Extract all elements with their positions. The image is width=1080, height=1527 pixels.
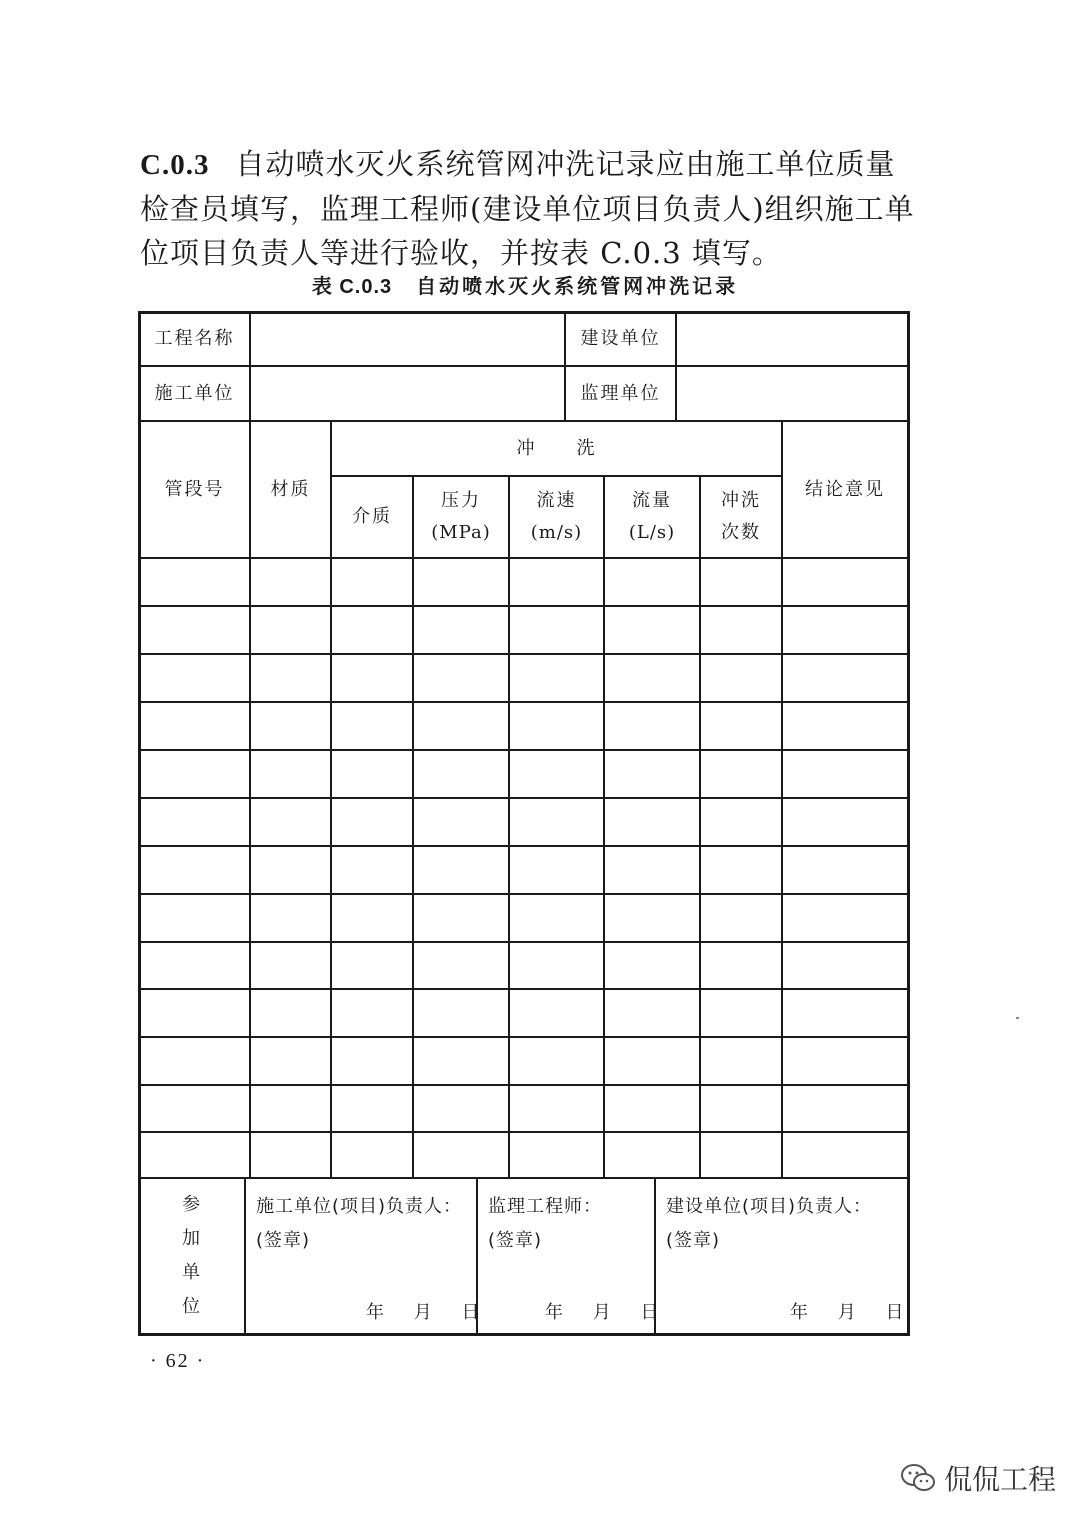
col-pressure-header: [414, 477, 508, 557]
construction-date: [366, 1298, 480, 1324]
participants-label: [171, 1188, 211, 1324]
col-flush-times-label-1: 冲洗: [721, 490, 761, 511]
col-flow-label: 流量: [632, 490, 672, 511]
flush-group-header: 冲 洗: [516, 437, 597, 459]
col-medium-header: 介质: [352, 506, 392, 527]
builder-signature-label: 建设单位(项目)负责人：: [666, 1196, 873, 1217]
construction-unit-label: 施工单位: [154, 382, 235, 404]
col-velocity-unit: (m/s): [530, 522, 583, 543]
date-month: 月: [413, 1302, 433, 1323]
table-title-text: 自动喷水灭火系统管网冲洗记录: [416, 274, 739, 298]
builder-unit-label: 建设单位: [580, 328, 661, 349]
col-flow-unit: (L/s): [628, 522, 676, 543]
participants-char: 位: [182, 1296, 200, 1317]
builder-seal-label: (签章): [666, 1230, 721, 1251]
date-day: 日: [885, 1302, 905, 1323]
wechat-icon: [900, 1462, 936, 1494]
col-segment-header: 管段号: [164, 478, 225, 500]
construction-seal-label: (签章): [256, 1230, 311, 1251]
col-material-header: 材质: [270, 478, 311, 500]
supervision-unit-label: 监理单位: [580, 382, 661, 404]
date-month: 月: [837, 1302, 857, 1323]
date-year: 年: [366, 1302, 385, 1323]
construction-unit-value: [251, 367, 564, 420]
section-number: C.0.3: [140, 149, 210, 181]
supervisor-signature-label: 监理工程师：: [488, 1196, 602, 1217]
construction-signature-block: [256, 1190, 462, 1258]
watermark-text: 侃侃工程: [944, 1463, 1057, 1496]
builder-unit-value: [677, 313, 907, 365]
supervisor-signature-block: [488, 1190, 602, 1258]
table-number: 表 C.0.3: [311, 276, 393, 298]
builder-date: [790, 1298, 904, 1324]
watermark: [900, 1458, 1056, 1498]
date-month: 月: [592, 1302, 612, 1323]
page-number: · 62 ·: [150, 1350, 206, 1372]
project-name-label: 工程名称: [154, 328, 235, 349]
project-name-value: [251, 313, 564, 365]
section-text: 自动喷水灭火系统管网冲洗记录应由施工单位质量检查员填写，监理工程师(建设单位项目负责人)组织施工单位项目负责人等进行验收，并按表 C.0.3 填写。: [140, 147, 915, 270]
supervisor-date: [545, 1298, 659, 1324]
col-velocity-label: 流速: [536, 490, 577, 511]
date-day: 日: [461, 1302, 481, 1323]
supervisor-seal-label: (签章): [488, 1230, 543, 1251]
col-pressure-unit: (MPa): [431, 522, 491, 543]
col-conclusion-header: 结论意见: [805, 478, 885, 500]
date-year: 年: [790, 1302, 809, 1323]
col-flush-times-label-2: 次数: [721, 522, 761, 543]
participants-char: 参: [182, 1194, 200, 1215]
col-velocity-header: [510, 477, 603, 557]
date-year: 年: [545, 1302, 564, 1323]
col-flush-times-header: [701, 477, 781, 557]
supervision-unit-value: [677, 367, 907, 420]
participants-char: 单: [182, 1262, 200, 1283]
scan-speck: [1016, 1017, 1019, 1019]
builder-signature-block: [666, 1190, 872, 1258]
date-day: 日: [640, 1302, 660, 1323]
col-pressure-label: 压力: [441, 490, 481, 511]
construction-signature-label: 施工单位(项目)负责人：: [256, 1196, 463, 1217]
participants-char: 加: [182, 1228, 200, 1249]
col-flow-header: [605, 477, 699, 557]
